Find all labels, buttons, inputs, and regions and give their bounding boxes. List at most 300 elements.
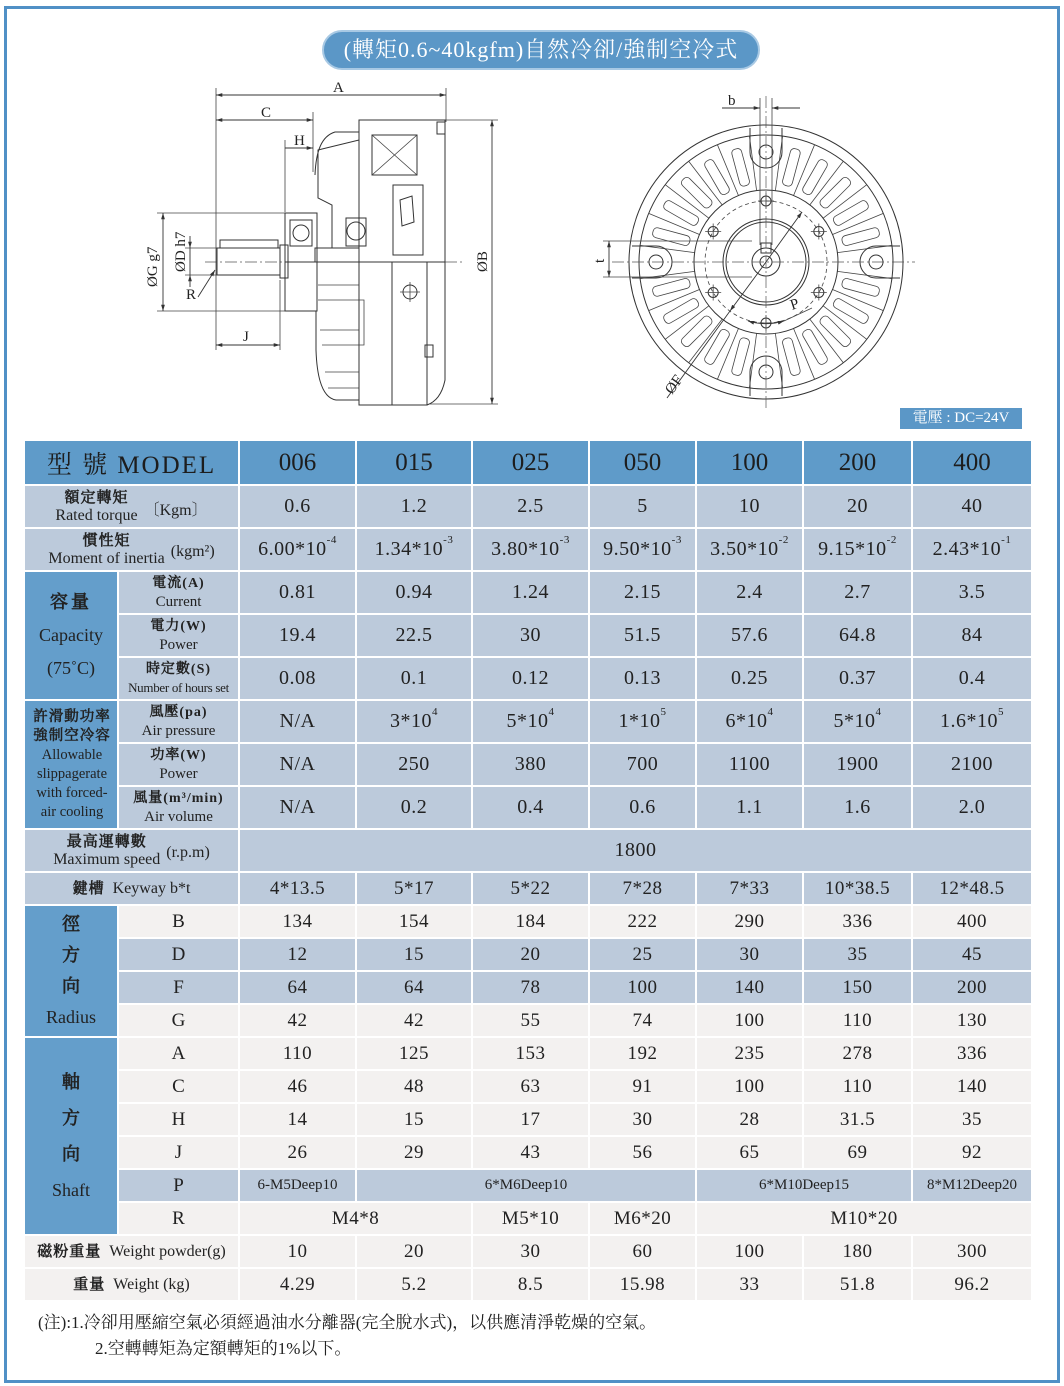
value-cell: 60 <box>590 1236 695 1267</box>
dimension-C <box>216 105 313 121</box>
sub-label-air_volume <box>119 787 238 828</box>
table-header-row <box>25 441 1031 484</box>
value-cell: 33 <box>697 1269 802 1300</box>
value-cell <box>913 701 1031 742</box>
bearing-ball <box>347 222 365 240</box>
value-cell <box>357 701 471 742</box>
dimension-label-A: A <box>333 80 344 96</box>
row-label-moment_of_inertia <box>25 529 238 570</box>
value-mantissa: 1*10 <box>618 710 661 732</box>
value-cell: 0.94 <box>357 572 471 613</box>
value-cell: 8*M12Deep20 <box>913 1170 1031 1201</box>
value-cell: 336 <box>804 906 911 937</box>
value-cell: 0.6 <box>590 787 695 828</box>
value-cell: M6*20 <box>590 1203 695 1234</box>
row-label-en: Weight powder(g) <box>109 1242 226 1260</box>
value-cell: 92 <box>913 1137 1031 1168</box>
value-cell <box>357 529 471 570</box>
sub-label-zh: 時定數(S) <box>145 661 212 677</box>
value-cell: 84 <box>913 615 1031 656</box>
row-label-zh: 重量 <box>73 1276 106 1293</box>
front-view-drawing <box>590 85 920 410</box>
dimension-B <box>475 120 492 404</box>
value-cell: 28 <box>697 1104 802 1135</box>
sub-label-current <box>119 572 238 613</box>
value-cell: N/A <box>240 787 355 828</box>
sub-label-D <box>119 939 238 970</box>
sub-label-zh: 功率(W) <box>150 747 207 763</box>
value-mantissa: 3.50*10 <box>710 538 779 560</box>
value-cell: 43 <box>473 1137 588 1168</box>
row-weight_powder <box>25 1236 1031 1267</box>
sub-label-letter: J <box>174 1141 183 1163</box>
value-cell <box>697 529 802 570</box>
value-cell: 56 <box>590 1137 695 1168</box>
value-cell: 51.8 <box>804 1269 911 1300</box>
model-header-015: 015 <box>357 441 471 484</box>
value-cell: 64.8 <box>804 615 911 656</box>
value-cell: 42 <box>240 1005 355 1036</box>
dimension-label-F: ØF <box>662 372 687 398</box>
cooling-fin-slot <box>832 297 870 325</box>
value-exponent: 4 <box>875 706 882 718</box>
row-label-en: Keyway b*t <box>112 879 191 897</box>
row-label-weight <box>25 1269 238 1300</box>
cooling-fin-slot <box>841 227 880 246</box>
sub-label-letter: A <box>171 1042 186 1064</box>
row-air_pressure <box>25 701 1031 742</box>
row-label-en: Moment of inertia <box>48 549 165 567</box>
extension-lines <box>157 88 498 404</box>
row-label-zh: 鍵槽 <box>72 880 105 897</box>
value-cell: 380 <box>473 744 588 785</box>
value-exponent: -3 <box>559 534 570 546</box>
group-label-line: slippagerate <box>36 765 108 782</box>
note-line-1: (注):1.冷卻用壓縮空氣必須經過油水分離器(完全脫水式)，以供應清淨乾燥的空氣。 <box>38 1313 657 1332</box>
value-cell: 140 <box>697 972 802 1003</box>
cooling-fin-slot <box>680 314 714 348</box>
hole-crosshair <box>705 285 721 301</box>
model-header-006: 006 <box>240 441 355 484</box>
row-forced_air_power <box>25 744 1031 785</box>
hole-crosshair <box>705 224 721 240</box>
row-J <box>25 1137 1031 1168</box>
value-cell: 5*17 <box>357 873 471 904</box>
dimension-label-t: t <box>592 258 608 263</box>
value-cell: 278 <box>804 1038 911 1069</box>
cooling-fin-slot <box>703 328 731 366</box>
sub-label-air_pressure <box>119 701 238 742</box>
row-label-text <box>53 833 160 869</box>
sub-label-en: Air pressure <box>141 722 216 739</box>
dimension-A <box>216 80 446 96</box>
row-label-weight_powder <box>25 1236 238 1267</box>
value-cell: 336 <box>913 1038 1031 1069</box>
group-label-line: 方 <box>62 945 80 965</box>
row-F <box>25 972 1031 1003</box>
value-cell: 25 <box>590 939 695 970</box>
sub-label-F <box>119 972 238 1003</box>
value-cell: 63 <box>473 1071 588 1102</box>
sub-label-A <box>119 1038 238 1069</box>
value-cell: 46 <box>240 1071 355 1102</box>
value-cell: 700 <box>590 744 695 785</box>
value-cell: 1900 <box>804 744 911 785</box>
value-cell: 6*M10Deep15 <box>697 1170 911 1201</box>
cooling-fin-slot <box>680 176 714 210</box>
value-cell: 3.5 <box>913 572 1031 613</box>
model-header-400: 400 <box>913 441 1031 484</box>
row-H <box>25 1104 1031 1135</box>
value-exponent: 4 <box>767 706 774 718</box>
dimension-H <box>285 133 313 149</box>
value-cell: N/A <box>240 744 355 785</box>
sub-label-time_constant <box>119 658 238 699</box>
row-label-block <box>25 489 238 525</box>
cooling-fin-slot <box>801 158 829 196</box>
value-cell: 91 <box>590 1071 695 1102</box>
value-cell: M10*20 <box>697 1203 1031 1234</box>
value-exponent: 4 <box>432 706 439 718</box>
value-cell: 235 <box>697 1038 802 1069</box>
value-exponent: 5 <box>998 706 1005 718</box>
side-view-drawing <box>120 80 510 415</box>
value-cell: 100 <box>697 1005 802 1036</box>
value-cell: 29 <box>357 1137 471 1168</box>
value-exponent: -1 <box>1001 534 1012 546</box>
dimension-label-D: ØD h7 <box>173 231 189 272</box>
value-cell: 0.4 <box>913 658 1031 699</box>
row-label-en: Rated torque <box>55 506 138 524</box>
value-cell: 55 <box>473 1005 588 1036</box>
value-cell: 2.15 <box>590 572 695 613</box>
model-header-label: 型 號 MODEL <box>25 441 238 484</box>
sub-label-letter: P <box>173 1174 184 1196</box>
group-label-radius <box>25 906 117 1036</box>
value-exponent: 4 <box>548 706 555 718</box>
value-cell: 2.4 <box>697 572 802 613</box>
cooling-fin-slot <box>801 328 829 366</box>
voltage-badge: 電壓 : DC=24V <box>900 408 1022 429</box>
value-cell: 35 <box>804 939 911 970</box>
value-cell: N/A <box>240 701 355 742</box>
dimension-label-R: R <box>186 287 197 303</box>
cooling-fin-slot <box>662 297 700 325</box>
value-cell: 30 <box>697 939 802 970</box>
value-cell: 8.5 <box>473 1269 588 1300</box>
value-cell: 0.81 <box>240 572 355 613</box>
page-title: (轉矩0.6~40kgfm)自然冷卻/強制空冷式 <box>322 30 760 70</box>
group-label-line: with forced- <box>36 784 108 801</box>
model-header-200: 200 <box>804 441 911 484</box>
value-cell: 0.37 <box>804 658 911 699</box>
group-label-line: 徑 <box>62 914 80 934</box>
value-mantissa: 3*10 <box>390 710 433 732</box>
row-label-unit: (r.p.m) <box>166 843 210 861</box>
stator <box>359 120 445 405</box>
value-cell: 2.7 <box>804 572 911 613</box>
value-cell: 57.6 <box>697 615 802 656</box>
dimension-G <box>145 213 163 311</box>
group-label-line: air cooling <box>40 803 104 820</box>
value-cell: 6*M6Deep10 <box>357 1170 695 1201</box>
sub-label-H <box>119 1104 238 1135</box>
value-cell: 15.98 <box>590 1269 695 1300</box>
value-cell: 200 <box>913 972 1031 1003</box>
value-mantissa: 5*10 <box>506 710 549 732</box>
model-header-025: 025 <box>473 441 588 484</box>
row-max_speed <box>25 830 1031 871</box>
value-cell <box>240 529 355 570</box>
value-cell: 96.2 <box>913 1269 1031 1300</box>
dimension-label-P: P <box>788 296 802 314</box>
value-cell: 100 <box>697 1071 802 1102</box>
row-G <box>25 1005 1031 1036</box>
value-cell: 400 <box>913 906 1031 937</box>
dimension-label-G: ØG g7 <box>145 246 161 287</box>
sub-label-G <box>119 1005 238 1036</box>
row-label-unit: (kgm²) <box>170 542 215 560</box>
value-mantissa: 5*10 <box>833 710 876 732</box>
group-label-shaft <box>25 1038 117 1234</box>
value-cell: 134 <box>240 906 355 937</box>
value-cell: 74 <box>590 1005 695 1036</box>
value-cell: 42 <box>357 1005 471 1036</box>
value-mantissa: 9.15*10 <box>818 538 887 560</box>
value-cell: 125 <box>357 1038 471 1069</box>
row-label-zh: 慣性矩 <box>82 532 131 549</box>
value-cell: M5*10 <box>473 1203 588 1234</box>
value-cell <box>473 701 588 742</box>
value-cell: 290 <box>697 906 802 937</box>
value-cell: 130 <box>913 1005 1031 1036</box>
row-label-block <box>25 532 238 568</box>
value-cell: 0.25 <box>697 658 802 699</box>
value-cell: 19.4 <box>240 615 355 656</box>
value-cell: 10 <box>697 486 802 527</box>
row-label-max_speed <box>25 830 238 871</box>
cooling-fin-slot <box>818 314 852 348</box>
group-label-line: 容量 <box>50 592 92 612</box>
value-cell: 0.12 <box>473 658 588 699</box>
value-cell: 4.29 <box>240 1269 355 1300</box>
value-cell: 15 <box>357 1104 471 1135</box>
value-cell: 1100 <box>697 744 802 785</box>
group-label-line: 許滑動功率 <box>33 708 111 725</box>
value-exponent: 5 <box>660 706 667 718</box>
value-mantissa: 2.43*10 <box>932 538 1002 560</box>
value-cell <box>590 701 695 742</box>
value-cell: 35 <box>913 1104 1031 1135</box>
value-cell <box>473 529 588 570</box>
row-P <box>25 1170 1031 1201</box>
sub-label-letter: F <box>173 976 184 998</box>
row-label-keyway <box>25 873 238 904</box>
row-label-zh: 最高運轉數 <box>66 833 147 850</box>
row-label-text <box>55 489 137 525</box>
sub-label-J <box>119 1137 238 1168</box>
value-cell: 7*28 <box>590 873 695 904</box>
value-mantissa: 9.50*10 <box>603 538 672 560</box>
value-cell: 12*48.5 <box>913 873 1031 904</box>
row-label-text <box>48 532 164 568</box>
value-cell: 64 <box>357 972 471 1003</box>
value-cell: 300 <box>913 1236 1031 1267</box>
row-B <box>25 906 1031 937</box>
sub-label-letter: B <box>172 910 185 932</box>
value-cell: 64 <box>240 972 355 1003</box>
value-cell: 0.1 <box>357 658 471 699</box>
dimension-P <box>748 296 812 324</box>
value-cell: 1.2 <box>357 486 471 527</box>
value-cell: 14 <box>240 1104 355 1135</box>
value-cell: 7*33 <box>697 873 802 904</box>
dimension-label-b: b <box>728 93 736 109</box>
value-cell: 20 <box>804 486 911 527</box>
sub-label-en: Air volume <box>144 808 213 825</box>
value-cell: 5*22 <box>473 873 588 904</box>
sub-label-letter: C <box>172 1075 185 1097</box>
sub-label-C <box>119 1071 238 1102</box>
value-cell: 110 <box>804 1071 911 1102</box>
row-label-block <box>25 833 238 869</box>
group-label-line: 軸 <box>62 1072 80 1092</box>
sub-label-zh: 電力(W) <box>150 618 207 634</box>
value-cell <box>913 529 1031 570</box>
group-label-line: Shaft <box>52 1180 90 1200</box>
dimension-J <box>216 329 280 345</box>
model-header-050: 050 <box>590 441 695 484</box>
value-cell: 51.5 <box>590 615 695 656</box>
value-cell <box>590 529 695 570</box>
value-cell: M4*8 <box>240 1203 471 1234</box>
value-exponent: -2 <box>778 534 789 546</box>
value-exponent: -4 <box>326 534 337 546</box>
cooling-fin-slot <box>652 227 691 246</box>
group-label-line: 向 <box>62 976 80 996</box>
model-header-100: 100 <box>697 441 802 484</box>
cooling-fin-slot <box>703 158 731 196</box>
sub-label-P <box>119 1170 238 1201</box>
value-cell: 30 <box>473 615 588 656</box>
row-label-en: Maximum speed <box>53 850 161 868</box>
value-mantissa: 6*10 <box>725 710 768 732</box>
value-cell: 26 <box>240 1137 355 1168</box>
group-label-line: Allowable <box>41 746 103 763</box>
value-cell: 15 <box>357 939 471 970</box>
value-cell: 31.5 <box>804 1104 911 1135</box>
sub-label-zh: 風量(m³/min) <box>133 790 224 806</box>
value-cell: 5 <box>590 486 695 527</box>
bearing-ball <box>293 225 309 241</box>
bearing-housing <box>285 213 317 311</box>
row-current <box>25 572 1031 613</box>
value-mantissa: 1.6*10 <box>940 710 999 732</box>
value-cell: 100 <box>697 1236 802 1267</box>
value-cell: 17 <box>473 1104 588 1135</box>
note-line-2: 2.空轉轉矩為定額轉矩的1%以下。 <box>95 1339 352 1358</box>
value-cell: 30 <box>473 1236 588 1267</box>
row-label-zh: 額定轉矩 <box>64 489 129 506</box>
group-label-line: Radius <box>45 1007 96 1027</box>
group-label-line: (75˚C) <box>47 658 95 678</box>
sub-label-power <box>119 615 238 656</box>
value-cell: 184 <box>473 906 588 937</box>
sub-label-en: Current <box>155 593 202 610</box>
notes <box>38 1310 656 1362</box>
value-exponent: -2 <box>886 534 897 546</box>
cooling-fin-slot <box>832 199 870 227</box>
value-cell: 110 <box>804 1005 911 1036</box>
value-cell: 150 <box>804 972 911 1003</box>
row-keyway <box>25 873 1031 904</box>
value-cell: 153 <box>473 1038 588 1069</box>
sub-label-en: Number of hours set <box>128 679 229 695</box>
spec-table-body <box>25 441 1031 1300</box>
value-cell: 22.5 <box>357 615 471 656</box>
dimension-label-J: J <box>243 329 249 345</box>
value-cell: 30 <box>590 1104 695 1135</box>
value-exponent: -3 <box>671 534 682 546</box>
value-cell: 78 <box>473 972 588 1003</box>
value-cell: 6-M5Deep10 <box>240 1170 355 1201</box>
sub-label-zh: 風壓(pa) <box>149 704 208 720</box>
sub-label-letter: R <box>172 1207 185 1229</box>
dimension-label-B: ØB <box>475 251 491 272</box>
sub-label-en: Power <box>159 636 198 653</box>
value-cell: 1800 <box>240 830 1031 871</box>
cooling-fin-slot <box>782 337 801 376</box>
row-A <box>25 1038 1031 1069</box>
value-cell: 4*13.5 <box>240 873 355 904</box>
cooling-fin-slot <box>782 148 801 187</box>
value-cell: 0.2 <box>357 787 471 828</box>
value-cell: 250 <box>357 744 471 785</box>
group-label-line: 強制空冷容 <box>33 727 111 744</box>
sub-label-forced_air_power <box>119 744 238 785</box>
value-cell: 154 <box>357 906 471 937</box>
value-cell <box>804 529 911 570</box>
sub-label-R <box>119 1203 238 1234</box>
value-exponent: -3 <box>443 534 454 546</box>
spec-table <box>23 439 1033 1302</box>
value-cell: 20 <box>473 939 588 970</box>
value-cell <box>697 701 802 742</box>
value-cell: 10 <box>240 1236 355 1267</box>
row-label-unit: 〔Kgm〕 <box>143 502 208 519</box>
value-cell <box>804 701 911 742</box>
cooling-fin-slot <box>662 199 700 227</box>
row-time_constant <box>25 658 1031 699</box>
hole-crosshair <box>811 285 827 301</box>
value-cell: 2.0 <box>913 787 1031 828</box>
group-label-forced_air <box>25 701 117 828</box>
cooling-fin-slot <box>841 278 880 297</box>
sub-label-B <box>119 906 238 937</box>
value-cell: 222 <box>590 906 695 937</box>
row-label-zh: 磁粉重量 <box>37 1243 102 1260</box>
value-mantissa: 1.34*10 <box>374 538 444 560</box>
cooling-fin-slot <box>652 278 691 297</box>
value-cell: 1.1 <box>697 787 802 828</box>
row-C <box>25 1071 1031 1102</box>
value-cell: 0.13 <box>590 658 695 699</box>
value-cell: 180 <box>804 1236 911 1267</box>
cooling-fin-slot <box>731 337 750 376</box>
dimension-label-H: H <box>294 133 305 149</box>
sub-label-en: Power <box>159 765 198 782</box>
value-cell: 0.6 <box>240 486 355 527</box>
